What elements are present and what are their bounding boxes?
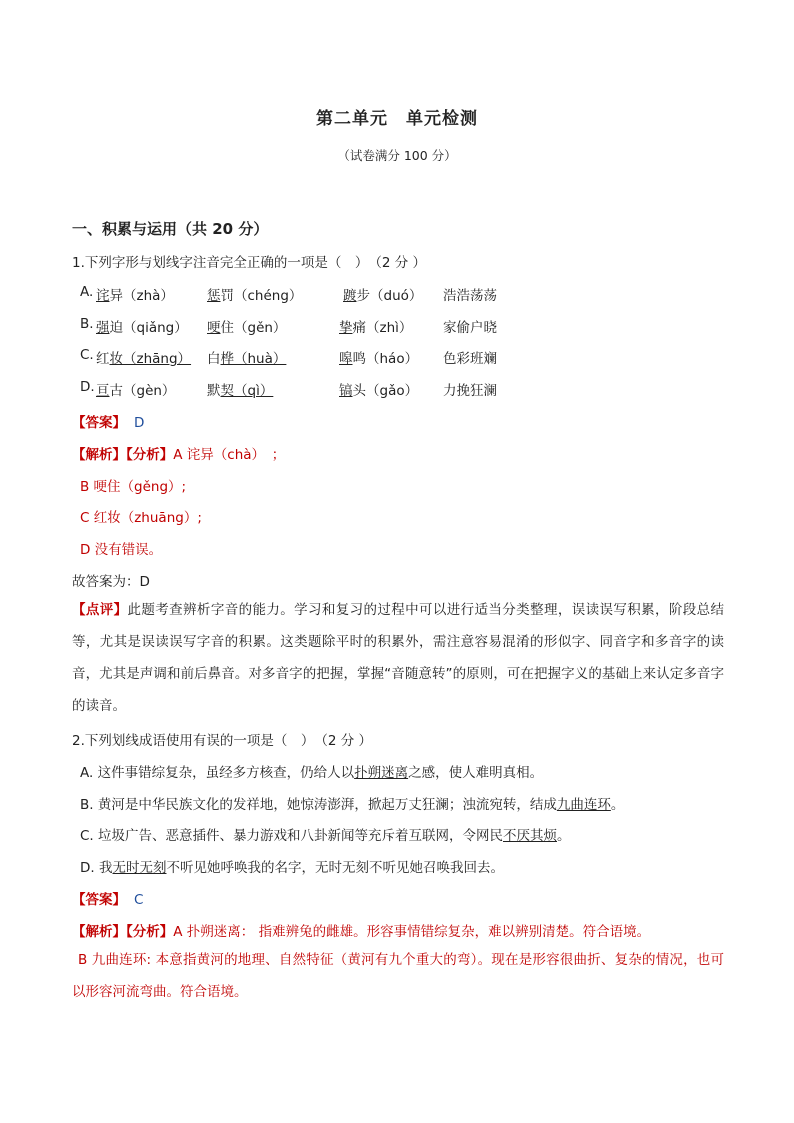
answer-line: 【答案】 C: [72, 892, 144, 908]
analysis-line: 【解析】【分析】A 诧异（chà） ；: [72, 447, 286, 463]
option-word-1: 红妆（zhāng）: [96, 351, 192, 367]
option-label: D.: [80, 379, 95, 395]
option-word-4: 家偷户晓: [443, 320, 497, 336]
comment-paragraph: 【点评】此题考查辨析字音的能力。学习和复习的过程中可以进行适当分类整理，误读误写积累，阶段总结等，尤其是误读误写字音的积累。这类题除平时的积累外，需注意容易混淆的形似字、同音字和多音字的读音，尤其是声调和前后鼻音。对多音字的把握，掌握“音随意转”的原则，可在把握字义的基础上来认定多音字的读音。: [72, 602, 725, 714]
option-word-1: 强迫（qiǎng）: [96, 320, 188, 336]
conclusion-line: 故答案为：D: [72, 574, 150, 590]
analysis-line: D 没有错误。: [80, 542, 163, 558]
option-word-4: 力挽狂澜: [443, 383, 497, 399]
page-title: 第二单元 单元检测: [316, 109, 478, 129]
option-word-2: 白桦（huà）: [207, 351, 287, 367]
option-word-4: 色彩班斓: [443, 351, 497, 367]
option-word-3: 嗥鸣（háo）: [339, 351, 419, 367]
question-2-stem: 2.下列划线成语使用有误的一项是（ ） （2 分 ）: [72, 733, 373, 749]
analysis-line: 【解析】【分析】A 扑朔迷离： 指难辨兔的雌雄。形容事情错综复杂，难以辨别清楚。符合语境。: [72, 924, 651, 940]
option-word-1: 亘古（gèn）: [96, 383, 176, 399]
answer-line: 【答案】 D: [72, 415, 145, 431]
analysis-line: C 红妆（zhuāng）;: [80, 510, 202, 526]
option-label: B.: [80, 316, 94, 332]
option-row: B. 黄河是中华民族文化的发祥地，她惊涛澎湃，掀起万丈狂澜；浊流宛转，结成九曲连环。: [80, 797, 625, 813]
option-word-2: 哽住（gěn）: [207, 320, 287, 336]
option-row: D. 我无时无刻不听见她呼唤我的名字，无时无刻不听见她召唤我回去。: [80, 860, 504, 876]
analysis-line: B 哽住（gěng）;: [80, 479, 187, 495]
option-row: C. 垃圾广告、恶意插件、暴力游戏和八卦新闻等充斥着互联网，令网民不厌其烦。: [80, 828, 571, 844]
option-word-4: 浩浩荡荡: [443, 288, 497, 304]
option-word-2: 默契（qì）: [207, 383, 274, 399]
option-label: A.: [80, 284, 94, 300]
analysis-paragraph: B 九曲连环: 本意指黄河的地理、自然特征（黄河有九个重大的弯）。现在是形容很曲折、复杂的情况，也可以形容河流弯曲。符合语境。: [72, 952, 724, 1000]
option-label: C.: [80, 347, 94, 363]
question-1-stem: 1.下列字形与划线字注音完全正确的一项是（ ） （2 分 ）: [72, 255, 427, 271]
option-word-3: 挚痛（zhì）: [339, 320, 413, 336]
page-subtitle: （试卷满分 100 分）: [337, 148, 457, 163]
option-word-3: 镐头（gǎo）: [339, 383, 419, 399]
option-word-3: 踱步（duó）: [343, 288, 423, 304]
option-word-1: 诧异（zhà）: [96, 288, 174, 304]
section-heading: 一、积累与运用（共 20 分）: [72, 220, 269, 238]
option-row: A. 这件事错综复杂，虽经多方核查，仍给人以扑朔迷离之感，使人难明真相。: [80, 765, 544, 781]
option-word-2: 惩罚（chéng）: [207, 288, 303, 304]
